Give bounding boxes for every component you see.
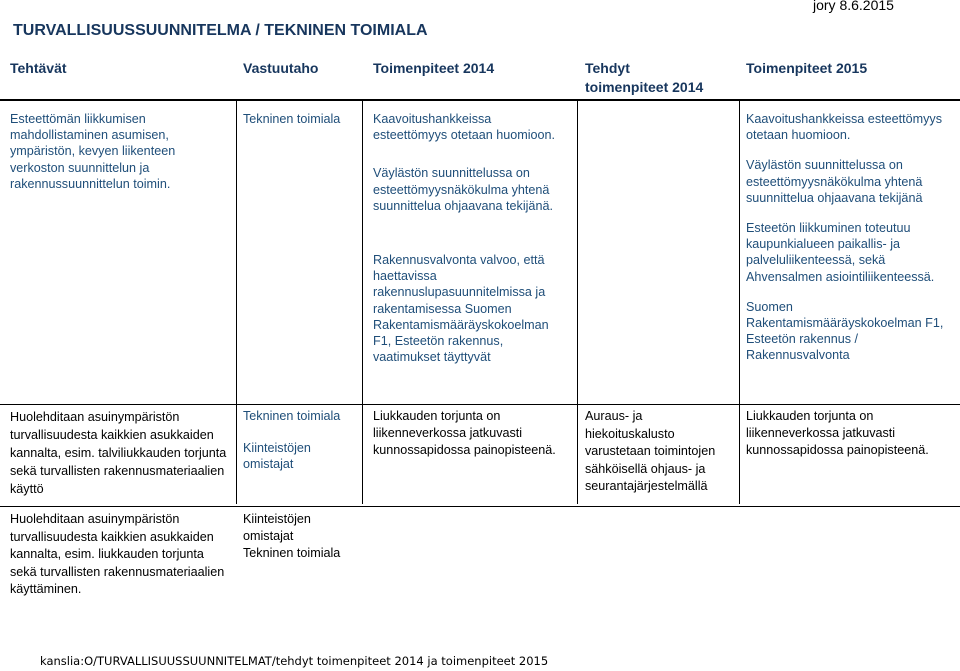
row1-owner-text: Tekninen toimiala — [243, 112, 341, 126]
column-divider-4 — [739, 101, 740, 504]
row2-owner-text: Tekninen toimiala Kiinteistöjen omistajat — [243, 409, 341, 471]
footer-path: kanslia:O/TURVALLISUUSSUUNNITELMAT/tehdyt toimenpiteet 2014 ja toimenpiteet 2015 — [40, 654, 549, 668]
row3-task-text: Huolehditaan asuinympäristön turvallisuudesta kaikkien asukkaiden kannalta, esim. liukkauden torjunta sekä turvallisten rakennusmateriaalien käyttäminen. — [10, 512, 225, 596]
header-measures-2014: Toimenpiteet 2014 — [373, 60, 495, 76]
row2-task — [10, 408, 234, 498]
row1-task — [10, 111, 234, 192]
row3-task — [10, 511, 234, 599]
row1-measures-2015-p1: Kaavoitushankkeissa esteettömyys otetaan huomioon. — [746, 112, 943, 143]
row2-measures-2014-text: Liukkauden torjunta on liikenneverkossa jatkuvasti kunnossapidossa painopisteenä. — [373, 409, 556, 457]
row2-done-2014-text: Auraus- ja hiekoituskalusto varustetaan toimintojen sähköisellä ohjaus- ja seurantajärjestelmällä — [585, 409, 716, 493]
column-divider-1 — [236, 101, 237, 504]
row3-owner — [243, 511, 359, 562]
row2-done-2014 — [585, 408, 735, 496]
date-label: jory 8.6.2015 — [813, 0, 894, 13]
header-done-2014: Tehdyt toimenpiteet 2014 — [585, 60, 704, 95]
row-divider-1 — [0, 404, 960, 405]
header-owner: Vastuutaho — [243, 60, 319, 76]
row2-measures-2015 — [746, 408, 958, 459]
row2-measures-2015-text: Liukkauden torjunta on liikenneverkossa jatkuvasti kunnossapidossa painopisteenä. — [746, 409, 929, 457]
row1-measures-2015 — [746, 111, 958, 364]
row1-measures-2014-p3: Rakennusvalvonta valvoo, että haettavissa rakennuslupasuunnitelmissa ja rakentamisessa Suomen Rakentamismääräyskokoelman F1, Esteetön rakennus, vaatimukset täyttyvät — [373, 253, 549, 365]
header-measures-2015: Toimenpiteet 2015 — [746, 60, 868, 76]
row1-measures-2015-p2: Väylästön suunnittelussa on esteettömyysnäkökulma yhtenä suunnittelua ohjaavana tekijänä — [746, 158, 923, 205]
row2-owner — [243, 408, 359, 472]
document-title: TURVALLISUUSSUUNNITELMA / TEKNINEN TOIMIALA — [13, 22, 428, 39]
column-divider-2 — [362, 101, 363, 504]
row1-measures-2015-p3: Esteetön liikkuminen toteutuu kaupunkialueen paikallis- ja palveluliikenteessä, sekä Ahvensalmen asiointiliikenteessä. — [746, 221, 935, 284]
row2-measures-2014 — [373, 408, 576, 459]
row1-task-text: Esteettömän liikkumisen mahdollistaminen asumisen, ympäristön, kevyen liikenteen verkoston suunnittelun ja rakennussuunnittelun toimin. — [10, 112, 176, 191]
row3-owner-text: Kiinteistöjen omistajat Tekninen toimiala — [243, 512, 341, 560]
row1-owner — [243, 111, 359, 127]
row2-task-text: Huolehditaan asuinympäristön turvallisuudesta kaikkien asukkaiden kannalta, esim. talviliukkauden torjunta sekä turvallisten rakennusmateriaalien käyttö — [10, 410, 227, 496]
row1-measures-2014-p1: Kaavoitushankkeissa esteettömyys otetaan huomioon. — [373, 112, 556, 143]
header-tasks: Tehtävät — [10, 60, 67, 76]
row1-measures-2014-p2: Väylästön suunnittelussa on esteettömyysnäkökulma yhtenä suunnittelua ohjaavana tekijänä. — [373, 166, 553, 213]
column-divider-3 — [577, 101, 578, 504]
row-divider-2 — [0, 506, 960, 507]
header-bottom-rule — [0, 99, 960, 101]
row1-measures-2015-p4: Suomen Rakentamismääräyskokoelman F1, Esteetön rakennus / Rakennusvalvonta — [746, 299, 944, 363]
row1-measures-2014 — [373, 111, 576, 365]
